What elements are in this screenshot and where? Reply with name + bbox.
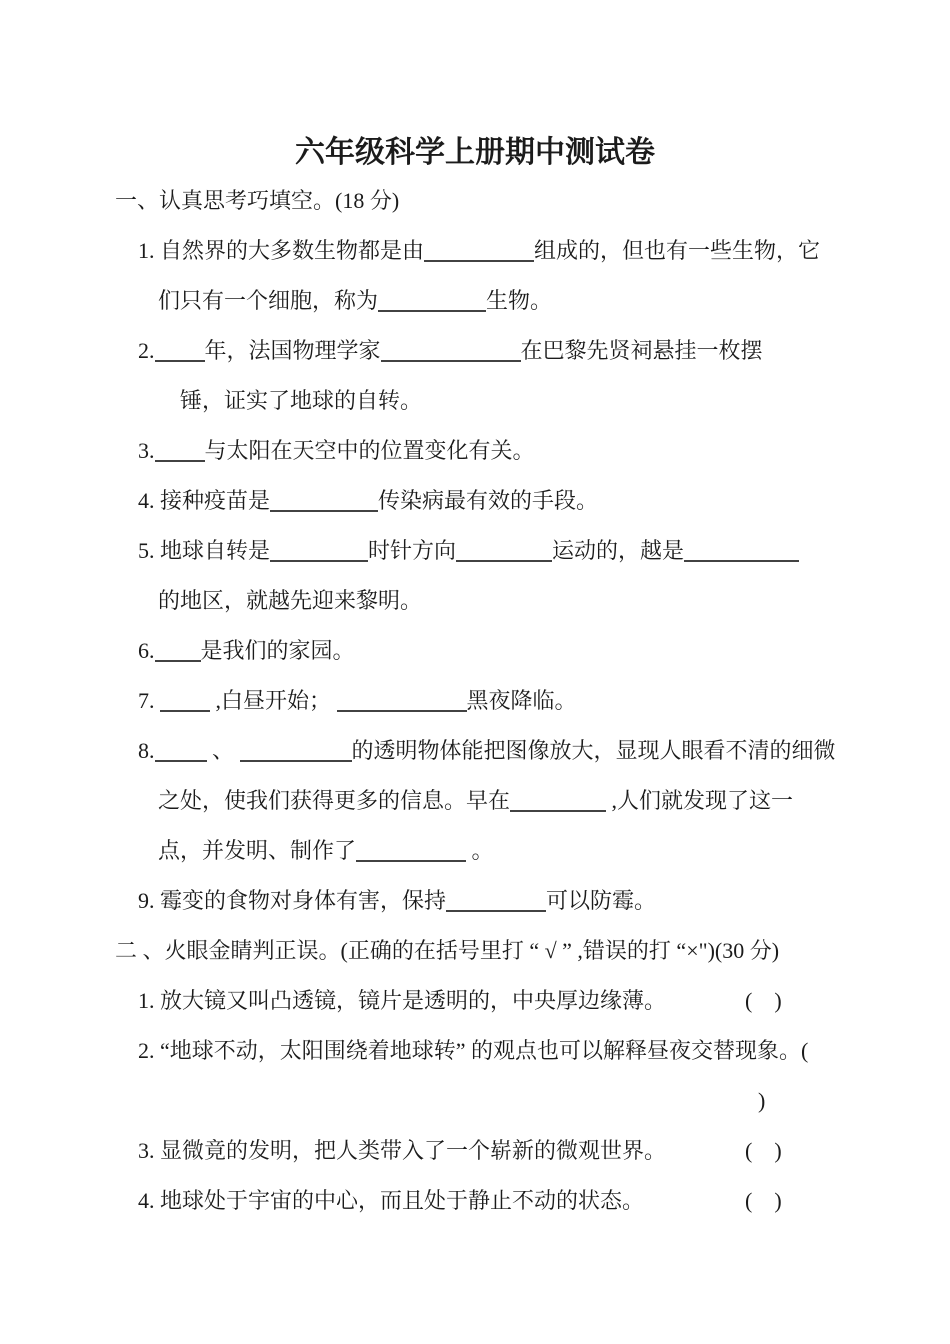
question-line (0, 1184, 950, 1218)
text-segment: 传染病最有效的手段。 (378, 488, 599, 513)
text-segment: 的透明物体能把图像放大，显现人眼看不清的细微 (351, 738, 836, 763)
text-segment: 时针方向 (368, 538, 457, 563)
blank-underline (160, 688, 210, 712)
text-segment: 黑夜降临。 (466, 688, 577, 713)
question-line (0, 384, 950, 418)
section-heading (0, 934, 950, 968)
question-line (0, 1084, 950, 1118)
text-segment: 们只有一个细胞，称为 (158, 288, 379, 313)
blank-underline (446, 888, 546, 912)
question-line (0, 334, 950, 368)
blank-underline (270, 488, 378, 512)
blank-underline (378, 288, 486, 312)
text-segment: 1. 自然界的大多数生物都是由 (138, 238, 425, 263)
blank-underline (270, 538, 368, 562)
text-segment: 、 (206, 738, 240, 763)
question-line (0, 284, 950, 318)
blank-underline (155, 738, 207, 762)
text-segment: 年，法国物理学家 (204, 338, 381, 363)
text-segment: 生物。 (486, 288, 553, 313)
text-segment: 4. 接种疫苗是 (138, 488, 271, 513)
text-segment: 2. “地球不动，太阳围绕着地球转” 的观点也可以解释昼夜交替现象。( (138, 1038, 809, 1063)
blank-underline (155, 338, 205, 362)
text-segment: 2. (138, 338, 155, 363)
text-segment: 8. (138, 738, 155, 763)
blank-underline (356, 838, 466, 862)
blank-underline (337, 688, 467, 712)
text-segment: 5. 地球自转是 (138, 538, 271, 563)
answer-paren: ( ) (745, 1138, 782, 1163)
question-line (0, 634, 950, 668)
text-segment: 之处，使我们获得更多的信息。早在 (158, 788, 511, 813)
blank-underline (684, 538, 799, 562)
question-line (0, 684, 950, 718)
blank-underline (240, 738, 352, 762)
text-segment: 组成的，但也有一些生物，它 (534, 238, 821, 263)
blank-underline (456, 538, 552, 562)
text-segment: 4. 地球处于宇宙的中心，而且处于静止不动的状态。 (138, 1188, 645, 1213)
text-segment: 运动的，越是 (552, 538, 685, 563)
blank-underline (381, 338, 521, 362)
answer-paren: ( ) (745, 988, 782, 1013)
text-segment: 9. 霉变的食物对身体有害，保持 (138, 888, 447, 913)
question-line (0, 534, 950, 568)
question-line (0, 584, 950, 618)
question-line (0, 484, 950, 518)
section-heading (0, 184, 950, 218)
question-line (0, 984, 950, 1018)
text-segment: 6. (138, 638, 155, 663)
text-segment: ) (758, 1088, 766, 1113)
text-segment: 3. 显微竟的发明，把人类带入了一个崭新的微观世界。 (138, 1138, 667, 1163)
answer-paren: ( ) (745, 1188, 782, 1213)
blank-underline (155, 638, 201, 662)
text-segment: 可以防霉。 (546, 888, 657, 913)
text-segment: 在巴黎先贤祠悬挂一枚摆 (520, 338, 763, 363)
text-segment: ,人们就发现了这一 (606, 788, 794, 813)
question-line (0, 1034, 950, 1068)
question-line (0, 784, 950, 818)
text-segment: 锤，证实了地球的自转。 (180, 388, 423, 413)
question-line (0, 234, 950, 268)
question-line (0, 884, 950, 918)
text-segment: 点，并发明、制作了 (158, 838, 357, 863)
text-segment: 的地区，就越先迎来黎明。 (158, 588, 423, 613)
text-segment: 与太阳在天空中的位置变化有关。 (204, 438, 535, 463)
question-line (0, 1134, 950, 1168)
text-segment: 3. (138, 438, 155, 463)
text-segment: 1. 放大镜又叫凸透镜，镜片是透明的，中央厚边缘薄。 (138, 988, 667, 1013)
text-segment: ,白昼开始； (210, 688, 337, 713)
text-segment: 7. (138, 688, 160, 713)
question-line (0, 834, 950, 868)
blank-underline (510, 788, 606, 812)
question-line (0, 434, 950, 468)
text-segment: 一、认真思考巧填空。(18 分) (115, 188, 400, 213)
text-segment: 。 (466, 838, 494, 863)
blank-underline (424, 238, 534, 262)
question-line (0, 734, 950, 768)
document-title: 六年级科学上册期中测试卷 (295, 136, 655, 169)
blank-underline (155, 438, 205, 462)
text-segment: 二 、火眼金睛判正误。(正确的在括号里打 “ √ ” ,错误的打 “×")(30 分) (115, 938, 780, 963)
text-segment: 是我们的家园。 (200, 638, 355, 663)
